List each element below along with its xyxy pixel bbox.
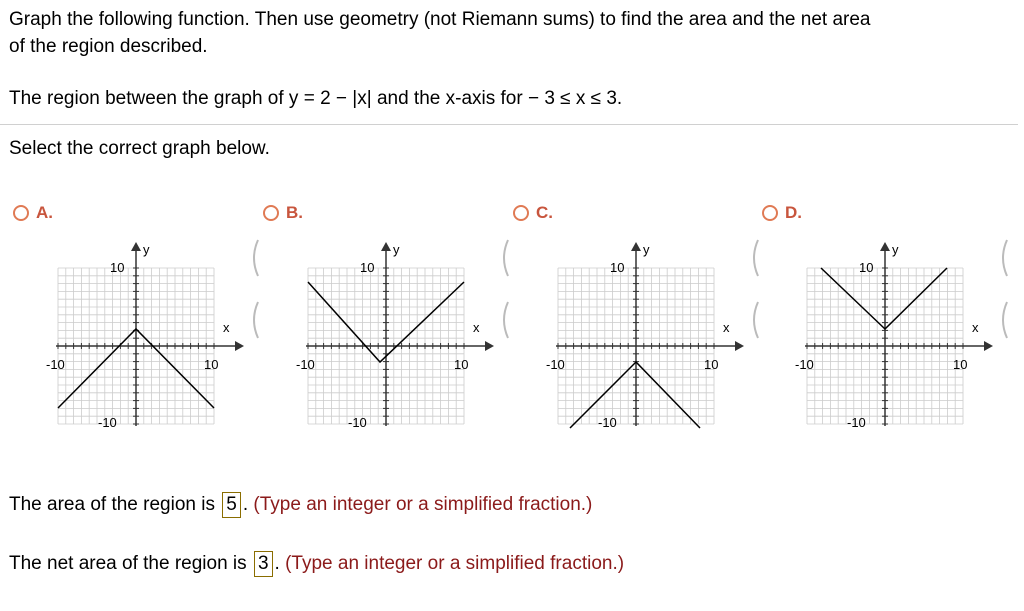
- net-area-answer-box[interactable]: 3: [254, 551, 273, 577]
- tick-label-x-ten: 10: [204, 357, 219, 372]
- graph-b-zoom-icon[interactable]: [498, 238, 512, 278]
- tick-label-y-neg-ten: -10: [847, 415, 866, 430]
- option-a-radio[interactable]: [13, 205, 29, 221]
- tick-label-y-ten: 10: [360, 260, 375, 275]
- tick-label-y-neg-ten: -10: [348, 415, 367, 430]
- y-axis-label: y: [643, 242, 650, 257]
- function-graph: [821, 268, 947, 329]
- option-b-label[interactable]: B.: [286, 203, 303, 222]
- question-line-2: of the region described.: [9, 36, 208, 57]
- graph-a-zoom-out-icon[interactable]: [248, 300, 262, 340]
- net-area-prefix: The net area of the region is: [9, 553, 247, 575]
- option-a-label[interactable]: A.: [36, 203, 53, 222]
- x-axis-arrow: [485, 341, 494, 351]
- option-d-radio[interactable]: [762, 205, 778, 221]
- tick-label-x-ten: 10: [953, 357, 968, 372]
- axes: [556, 242, 744, 426]
- x-axis-label: x: [972, 320, 979, 335]
- axes: [56, 242, 244, 426]
- area-period: .: [242, 494, 249, 516]
- x-axis-label: x: [723, 320, 730, 335]
- net-area-hint: (Type an integer or a simplified fraction.): [285, 553, 625, 575]
- net-area-answer-line: [9, 551, 624, 577]
- tick-label-y-neg-ten: -10: [598, 415, 617, 430]
- tick-label-x-ten: 10: [704, 357, 719, 372]
- tick-label-x-neg-ten: -10: [46, 357, 65, 372]
- graph-d: [789, 238, 1004, 430]
- tick-label-y-neg-ten: -10: [98, 415, 117, 430]
- x-axis-arrow: [235, 341, 244, 351]
- area-answer-box[interactable]: 5: [222, 492, 241, 518]
- x-axis-arrow: [984, 341, 993, 351]
- graph-d-zoom-icon[interactable]: [997, 238, 1011, 278]
- option-c-radio[interactable]: [513, 205, 529, 221]
- y-axis-arrow: [381, 242, 391, 251]
- option-d-label[interactable]: D.: [785, 203, 802, 222]
- y-axis-arrow: [631, 242, 641, 251]
- question-line-1: Graph the following function. Then use geometry (not Riemann sums) to find the area and the net area: [9, 9, 871, 30]
- x-axis-label: x: [223, 320, 230, 335]
- tick-label-x-neg-ten: -10: [795, 357, 814, 372]
- y-axis-arrow: [131, 242, 141, 251]
- graph-a: [40, 238, 255, 430]
- select-prompt: Select the correct graph below.: [9, 138, 270, 159]
- tick-label-x-ten: 10: [454, 357, 469, 372]
- y-axis-label: y: [892, 242, 899, 257]
- graph-c: [540, 238, 755, 430]
- tick-label-y-ten: 10: [110, 260, 125, 275]
- divider: [0, 124, 1018, 125]
- area-answer-line: [9, 492, 592, 518]
- graph-d-zoom-out-icon[interactable]: [997, 300, 1011, 340]
- x-axis-arrow: [735, 341, 744, 351]
- region-description: The region between the graph of y = 2 − |x| and the x-axis for − 3 ≤ x ≤ 3.: [9, 88, 623, 109]
- area-hint: (Type an integer or a simplified fraction.): [253, 494, 593, 516]
- axes: [805, 242, 993, 426]
- graph-a-zoom-icon[interactable]: [248, 238, 262, 278]
- tick-label-x-neg-ten: -10: [546, 357, 565, 372]
- tick-label-y-ten: 10: [610, 260, 625, 275]
- option-b-radio[interactable]: [263, 205, 279, 221]
- graph-c-zoom-out-icon[interactable]: [748, 300, 762, 340]
- net-area-period: .: [274, 553, 280, 575]
- y-axis-label: y: [143, 242, 150, 257]
- graph-c-zoom-icon[interactable]: [748, 238, 762, 278]
- axes: [306, 242, 494, 426]
- graph-b-zoom-out-icon[interactable]: [498, 300, 512, 340]
- area-prefix: The area of the region is: [9, 494, 215, 516]
- x-axis-label: x: [473, 320, 480, 335]
- graph-b: [290, 238, 505, 430]
- tick-label-y-ten: 10: [859, 260, 874, 275]
- tick-label-x-neg-ten: -10: [296, 357, 315, 372]
- y-axis-label: y: [393, 242, 400, 257]
- option-c-label[interactable]: C.: [536, 203, 553, 222]
- y-axis-arrow: [880, 242, 890, 251]
